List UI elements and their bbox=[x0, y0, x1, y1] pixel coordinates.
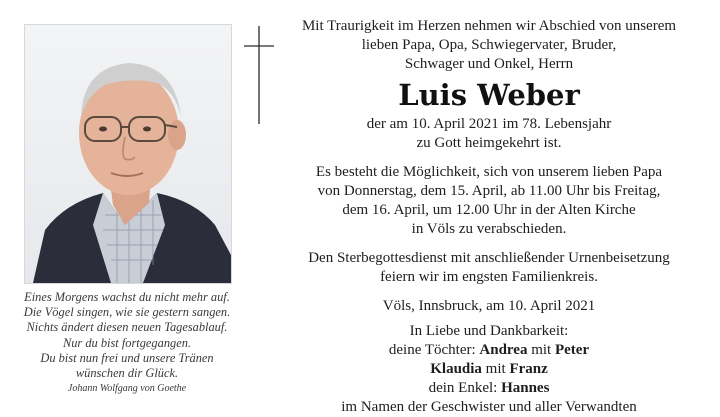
grandchild-name: Hannes bbox=[501, 380, 550, 396]
signature-heading: In Liebe und Dankbarkeit: bbox=[409, 323, 569, 339]
intro-line: Mit Traurigkeit im Herzen nehmen wir Abschied von unserem bbox=[301, 18, 677, 34]
viewing-line: in Völs zu verabschieden. bbox=[411, 221, 567, 237]
poem-line: Nichts ändert diesen neuen Tagesablauf. bbox=[26, 320, 228, 335]
grandchild-prefix: dein Enkel: bbox=[428, 380, 502, 396]
intro-line: Schwager und Onkel, Herrn bbox=[404, 56, 574, 72]
poem-author: Johann Wolfgang von Goethe bbox=[67, 383, 187, 395]
service-line: feiern wir im engsten Familienkreis. bbox=[380, 269, 598, 285]
intro-line: lieben Papa, Opa, Schwiegervater, Bruder, bbox=[361, 37, 617, 53]
deceased-name: Luis Weber bbox=[398, 78, 580, 112]
poem-line: Du bist nun frei und unsere Tränen bbox=[40, 350, 214, 365]
partner-name: Franz bbox=[509, 361, 548, 377]
viewing-line: Es besteht die Möglichkeit, sich von unserem lieben Papa bbox=[315, 164, 663, 180]
daughter-name: Andrea bbox=[479, 342, 528, 358]
poem bbox=[10, 290, 244, 395]
siblings-line: im Namen der Geschwister und aller Verwandten bbox=[341, 399, 637, 415]
viewing-line: von Donnerstag, dem 15. April, ab 11.00 Uhr bis Freitag, bbox=[317, 183, 661, 199]
poem-line: Nur du bist fortgegangen. bbox=[62, 335, 192, 350]
daughter-name: Klaudia bbox=[430, 361, 482, 377]
daughters-line bbox=[270, 341, 708, 360]
connector: mit bbox=[481, 361, 510, 377]
poem-line: wünschen dir Glück. bbox=[75, 366, 179, 381]
announcement-text bbox=[270, 17, 708, 417]
grandchild-line bbox=[270, 379, 708, 398]
service-line: Den Sterbegottesdienst mit anschließender Urnenbeisetzung bbox=[308, 250, 670, 266]
viewing-line: dem 16. April, um 12.00 Uhr in der Alten Kirche bbox=[342, 202, 636, 218]
partner-name: Peter bbox=[554, 342, 590, 358]
place-date: Völs, Innsbruck, am 10. April 2021 bbox=[382, 298, 596, 314]
portrait-illustration bbox=[25, 25, 231, 283]
connector: mit bbox=[527, 342, 555, 358]
poem-line: Eines Morgens wachst du nicht mehr auf. bbox=[24, 290, 230, 304]
death-line: zu Gott heimgekehrt ist. bbox=[416, 135, 562, 151]
portrait-photo bbox=[24, 24, 232, 284]
death-line: der am 10. April 2021 im 78. Lebensjahr bbox=[366, 116, 612, 132]
daughters-line bbox=[270, 360, 708, 379]
daughters-prefix: deine Töchter: bbox=[388, 342, 480, 358]
poem-line: Die Vögel singen, wie sie gestern sangen. bbox=[23, 305, 231, 320]
